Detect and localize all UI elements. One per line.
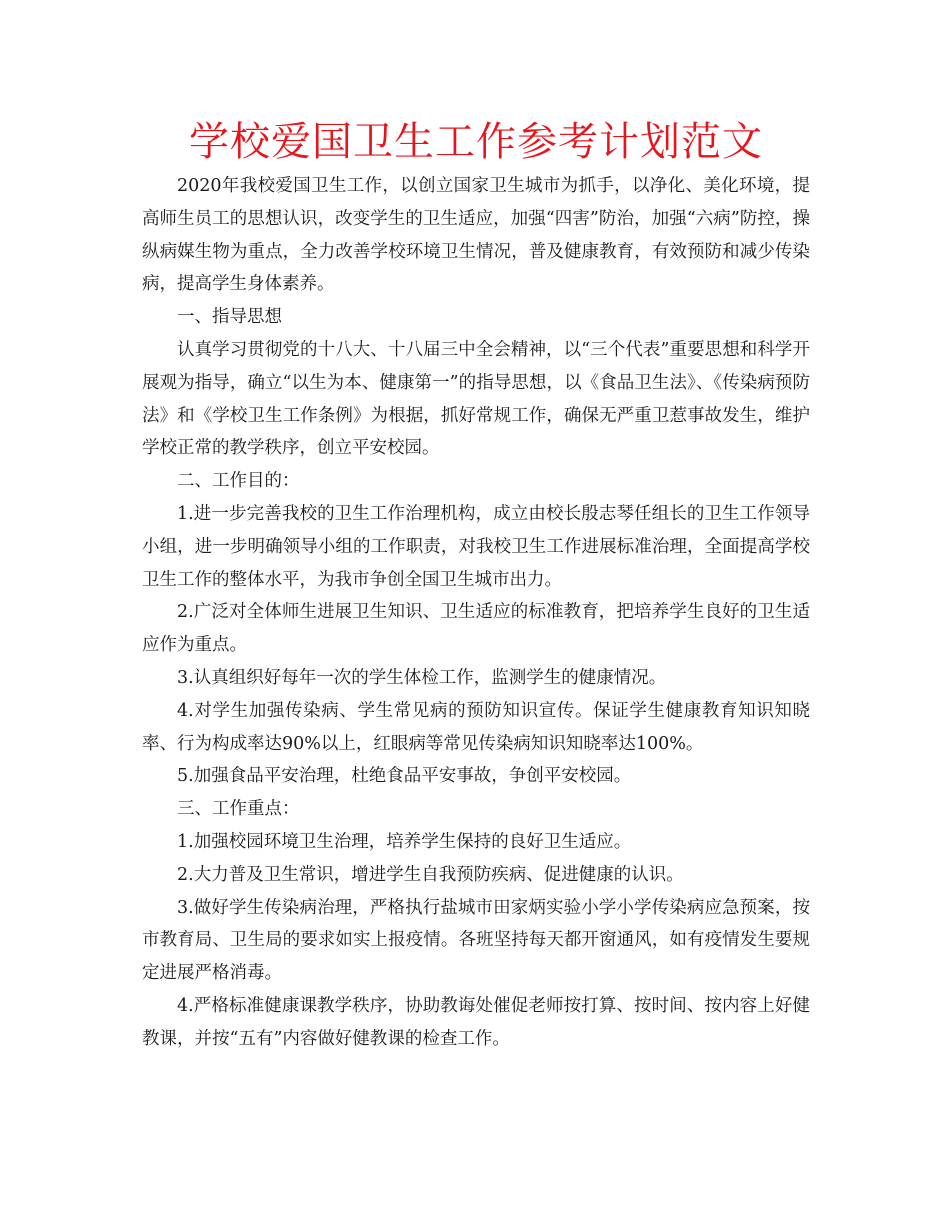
focus-item-4: 4.严格标准健康课教学秩序，协助教诲处催促老师按打算、按时间、按内容上好健教课，并按“五有”内容做好健教课的检查工作。 — [142, 995, 810, 1049]
goal-item-4: 4.对学生加强传染病、学生常见病的预防知识宣传。保证学生健康教育知识知晓率、行为构成率达90%以上，红眼病等常见传染病知识知晓率达100%。 — [142, 700, 810, 754]
document-title: 学校爱国卫生工作参考计划范文 — [189, 119, 763, 165]
focus-item-2: 2.大力普及卫生常识，增进学生自我预防疾病、促进健康的认识。 — [177, 864, 684, 885]
goal-item-5: 5.加强食品平安治理，杜绝食品平安事故，争创平安校园。 — [177, 766, 632, 787]
section-heading-work-goals: 二、工作目的： — [177, 471, 300, 492]
guiding-thought-paragraph: 认真学习贯彻党的十八大、十八届三中全会精神，以“三个代表”重要思想和科学开展观为指导，确立“以生为本、健康第一”的指导思想，以《食品卫生法》、《传染病预防法》和《学校卫生工作条例》为根据，抓好常规工作，确保无严重卫惹事故发生，维护学校正常的教学秩序，创立平安校园。 — [142, 339, 810, 459]
document-body — [142, 170, 810, 1056]
goal-item-3: 3.认真组织好每年一次的学生体检工作，监测学生的健康情况。 — [177, 667, 667, 688]
section-heading-work-focus: 三、工作重点： — [177, 799, 300, 820]
focus-item-1: 1.加强校园环境卫生治理，培养学生保持的良好卫生适应。 — [177, 831, 632, 852]
goal-item-1: 1.进一步完善我校的卫生工作治理机构，成立由校长殷志琴任组长的卫生工作领导小组，进一步明确领导小组的工作职责，对我校卫生工作进展标准治理，全面提高学校卫生工作的整体水平，为我市争创全国卫生城市出力。 — [142, 503, 810, 590]
goal-item-2: 2.广泛对全体师生进展卫生知识、卫生适应的标准教育，把培养学生良好的卫生适应作为重点。 — [142, 602, 810, 656]
section-heading-guiding-thought: 一、指导思想 — [177, 307, 282, 328]
focus-item-3: 3.做好学生传染病治理，严格执行盐城市田家炳实验小学小学传染病应急预案，按市教育局、卫生局的要求如实上报疫情。各班坚持每天都开窗通风，如有疫情发生要规定进展严格消毒。 — [142, 897, 810, 984]
intro-paragraph: 2020年我校爱国卫生工作，以创立国家卫生城市为抓手，以净化、美化环境，提高师生员工的思想认识，改变学生的卫生适应，加强“四害”防治，加强“六病”防控，操纵病媒生物为重点，全力改善学校环境卫生情况，普及健康教育，有效预防和减少传染病，提高学生身体素养。 — [142, 176, 810, 295]
